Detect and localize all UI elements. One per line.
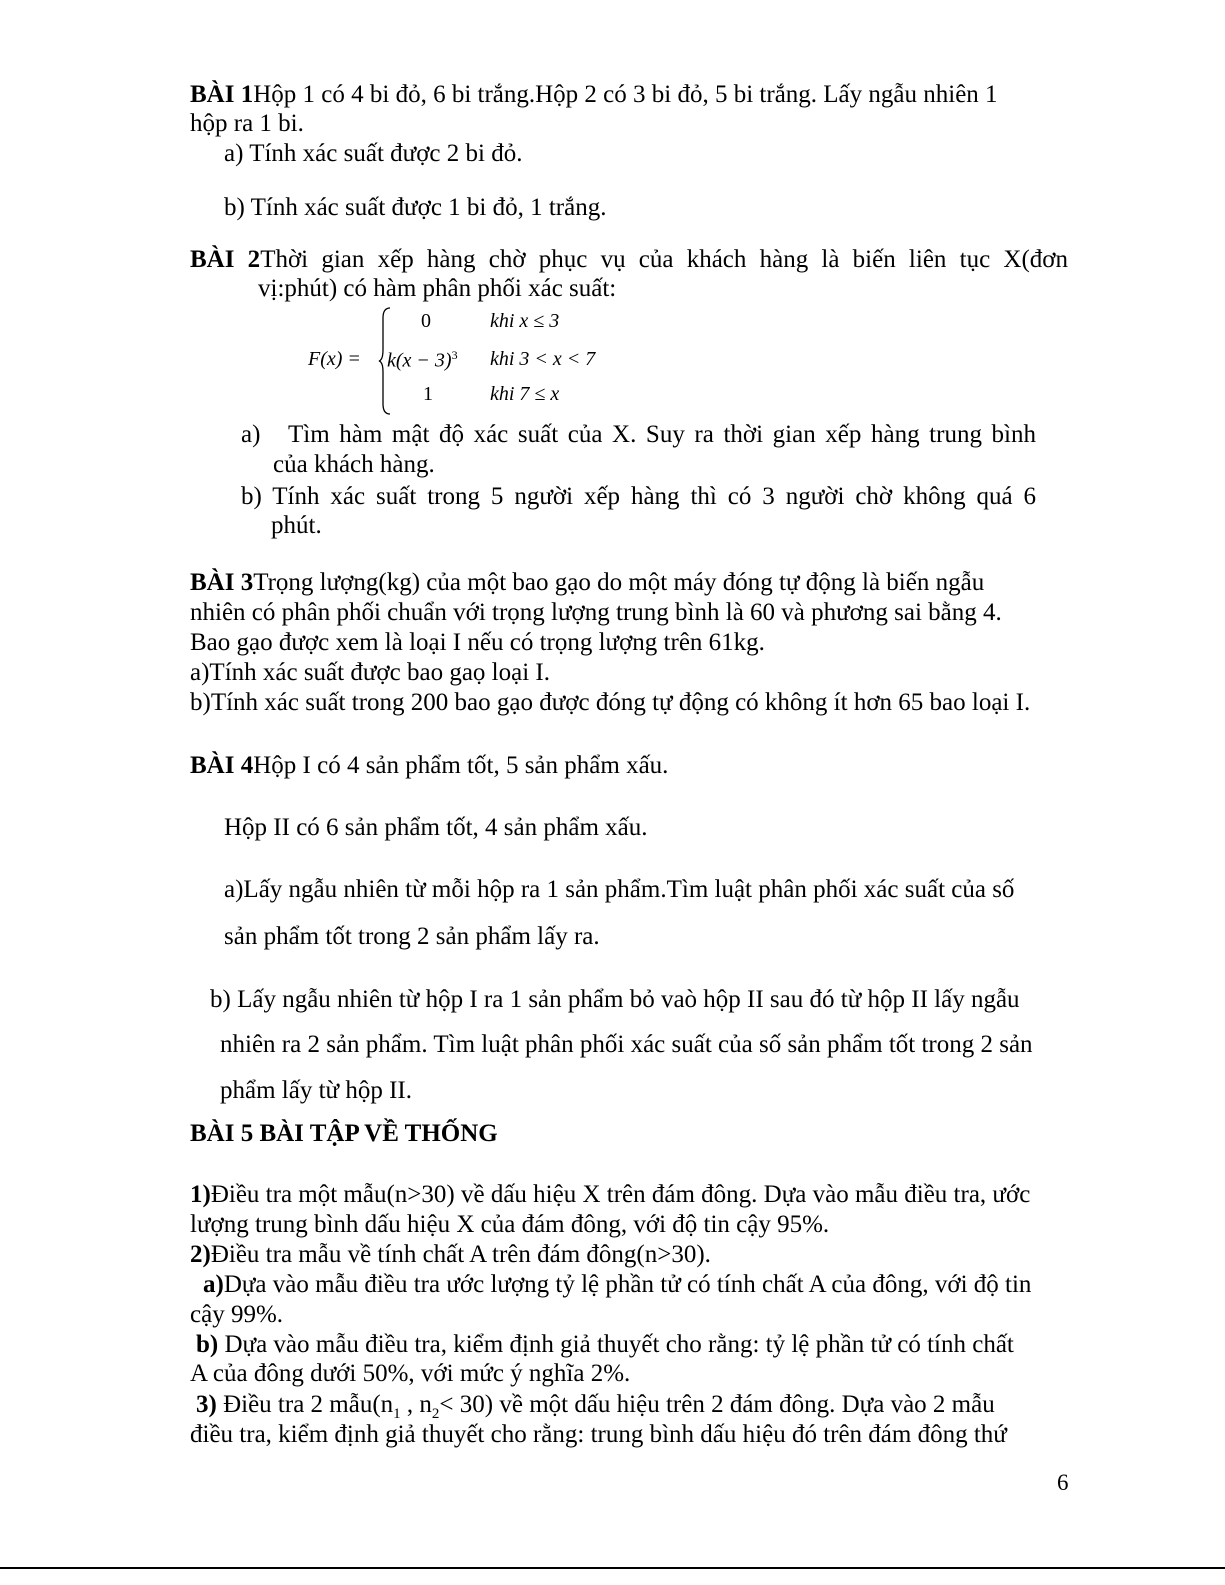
formula-case3-cond: khi 7 ≤ x — [490, 383, 560, 405]
bai2-line2: vị:phút) có hàm phân phối xác suất: — [258, 275, 617, 302]
bai3-part-a: a)Tính xác suất được bao gaọ loại I. — [190, 659, 550, 686]
formula-case3-expr: 1 — [423, 383, 433, 405]
bai4-part-b-line1: b) Lấy ngẫu nhiên từ hộp I ra 1 sản phẩm bỏ vaò hộp II sau đó từ hộp II lấy ngẫu — [210, 986, 1020, 1013]
bai1-part-a: a) Tính xác suất được 2 bi đỏ. — [224, 140, 523, 167]
bai5-p3-line2: điều tra, kiểm định giả thuyết cho rằng: trung bình dấu hiệu đó trên đám đông thứ — [190, 1421, 1007, 1448]
bai2-part-b-line2: phút. — [271, 512, 322, 539]
bai5-p2a-line2: cậy 99%. — [190, 1301, 284, 1328]
bai2-part-a-line2: của khách hàng. — [273, 451, 435, 478]
bai4-heading: BÀI 4 — [190, 752, 254, 779]
bai1-line2: hộp ra 1 bi. — [190, 110, 304, 137]
bai1-heading: BÀI 1 — [190, 81, 254, 108]
bai3-line3: Bao gạo được xem là loại I nếu có trọng lượng trên 61kg. — [190, 629, 765, 656]
bai5-p1-line2: lượng trung bình dấu hiệu X của đám đông, với độ tin cậy 95%. — [190, 1211, 830, 1238]
formula-case1-expr: 0 — [421, 310, 431, 332]
bai3-line2: nhiên có phân phối chuẩn với trọng lượng trung bình là 60 và phương sai bằng 4. — [190, 599, 1002, 626]
bai2-heading: BÀI 2 — [190, 246, 261, 273]
formula-case1-cond: khi x ≤ 3 — [490, 310, 560, 332]
bai5-p2-line1: 2)Điều tra mẫu về tính chất A trên đám đông(n>30). — [190, 1241, 711, 1268]
bai5-p1-line1: 1)Điều tra một mẫu(n>30) về dấu hiệu X trên đám đông. Dựa vào mẫu điều tra, ước — [190, 1181, 1031, 1208]
bai2-part-a-label: a) — [241, 421, 261, 448]
bai3-heading: BÀI 3 — [190, 569, 254, 596]
bai5-p2b-line1: b) Dựa vào mẫu điều tra, kiểm định giả thuyết cho rằng: tỷ lệ phần tử có tính chất — [196, 1331, 1014, 1358]
bai2-part-a-line1: Tìm hàm mật độ xác suất của X. Suy ra thời gian xếp hàng trung bình — [288, 421, 1036, 448]
bottom-rule — [0, 1567, 1225, 1569]
bai5-heading: BÀI 5 BÀI TẬP VỀ THỐNG — [190, 1120, 498, 1147]
formula-case2-expr: $k(x - 3)^3$ — [387, 348, 458, 372]
bai5-p2a-line1: a)Dựa vào mẫu điều tra ước lượng tỷ lệ phần tử có tính chất A của đông, với độ tin — [203, 1271, 1032, 1298]
formula-case2-cond: khi 3 < x < 7 — [490, 348, 596, 370]
bai1-line1: BÀI 1Hộp 1 có 4 bi đỏ, 6 bi trắng.Hộp 2 có 3 bi đỏ, 5 bi trắng. Lấy ngẫu nhiên 1 — [190, 81, 998, 108]
bai2-part-b-line1: b) Tính xác suất trong 5 người xếp hàng thì có 3 người chờ không quá 6 — [241, 483, 1036, 510]
bai4-line1: BÀI 4Hộp I có 4 sản phẩm tốt, 5 sản phẩm xấu. — [190, 752, 669, 779]
page-number: 6 — [1057, 1470, 1069, 1495]
bai5-p3-line1: 3) Điều tra 2 $mẫu(n_1$ , $n_2< 30$) về một dấu hiệu trên 2 đám đông. Dựa vào 2 mẫu — [196, 1391, 995, 1422]
bai2-line1: BÀI 2Thời gian xếp hàng chờ phục vụ của khách hàng là biến liên tục X(đơn — [190, 246, 1068, 273]
bai4-part-a-line2: sản phẩm tốt trong 2 sản phẩm lấy ra. — [224, 923, 600, 950]
bai4-line2: Hộp II có 6 sản phẩm tốt, 4 sản phẩm xấu. — [224, 814, 648, 841]
bai5-p2b-line2: A của đông dưới 50%, với mức ý nghĩa 2%. — [190, 1360, 631, 1387]
bai3-line1: BÀI 3Trọng lượng(kg) của một bao gạo do một máy đóng tự động là biến ngẫu — [190, 569, 985, 596]
bai1-part-b: b) Tính xác suất được 1 bi đỏ, 1 trắng. — [224, 194, 607, 221]
bai4-part-b-line2: nhiên ra 2 sản phẩm. Tìm luật phân phối xác suất của số sản phẩm tốt trong 2 sản — [220, 1031, 1033, 1058]
formula-lhs: F(x) = — [308, 348, 361, 370]
bai4-part-b-line3: phẩm lấy từ hộp II. — [220, 1077, 412, 1104]
bai4-part-a-line1: a)Lấy ngẫu nhiên từ mỗi hộp ra 1 sản phẩm.Tìm luật phân phối xác suất của số — [224, 876, 1015, 903]
bai3-part-b: b)Tính xác suất trong 200 bao gạo được đóng tự động có không ít hơn 65 bao loại I. — [190, 689, 1031, 716]
